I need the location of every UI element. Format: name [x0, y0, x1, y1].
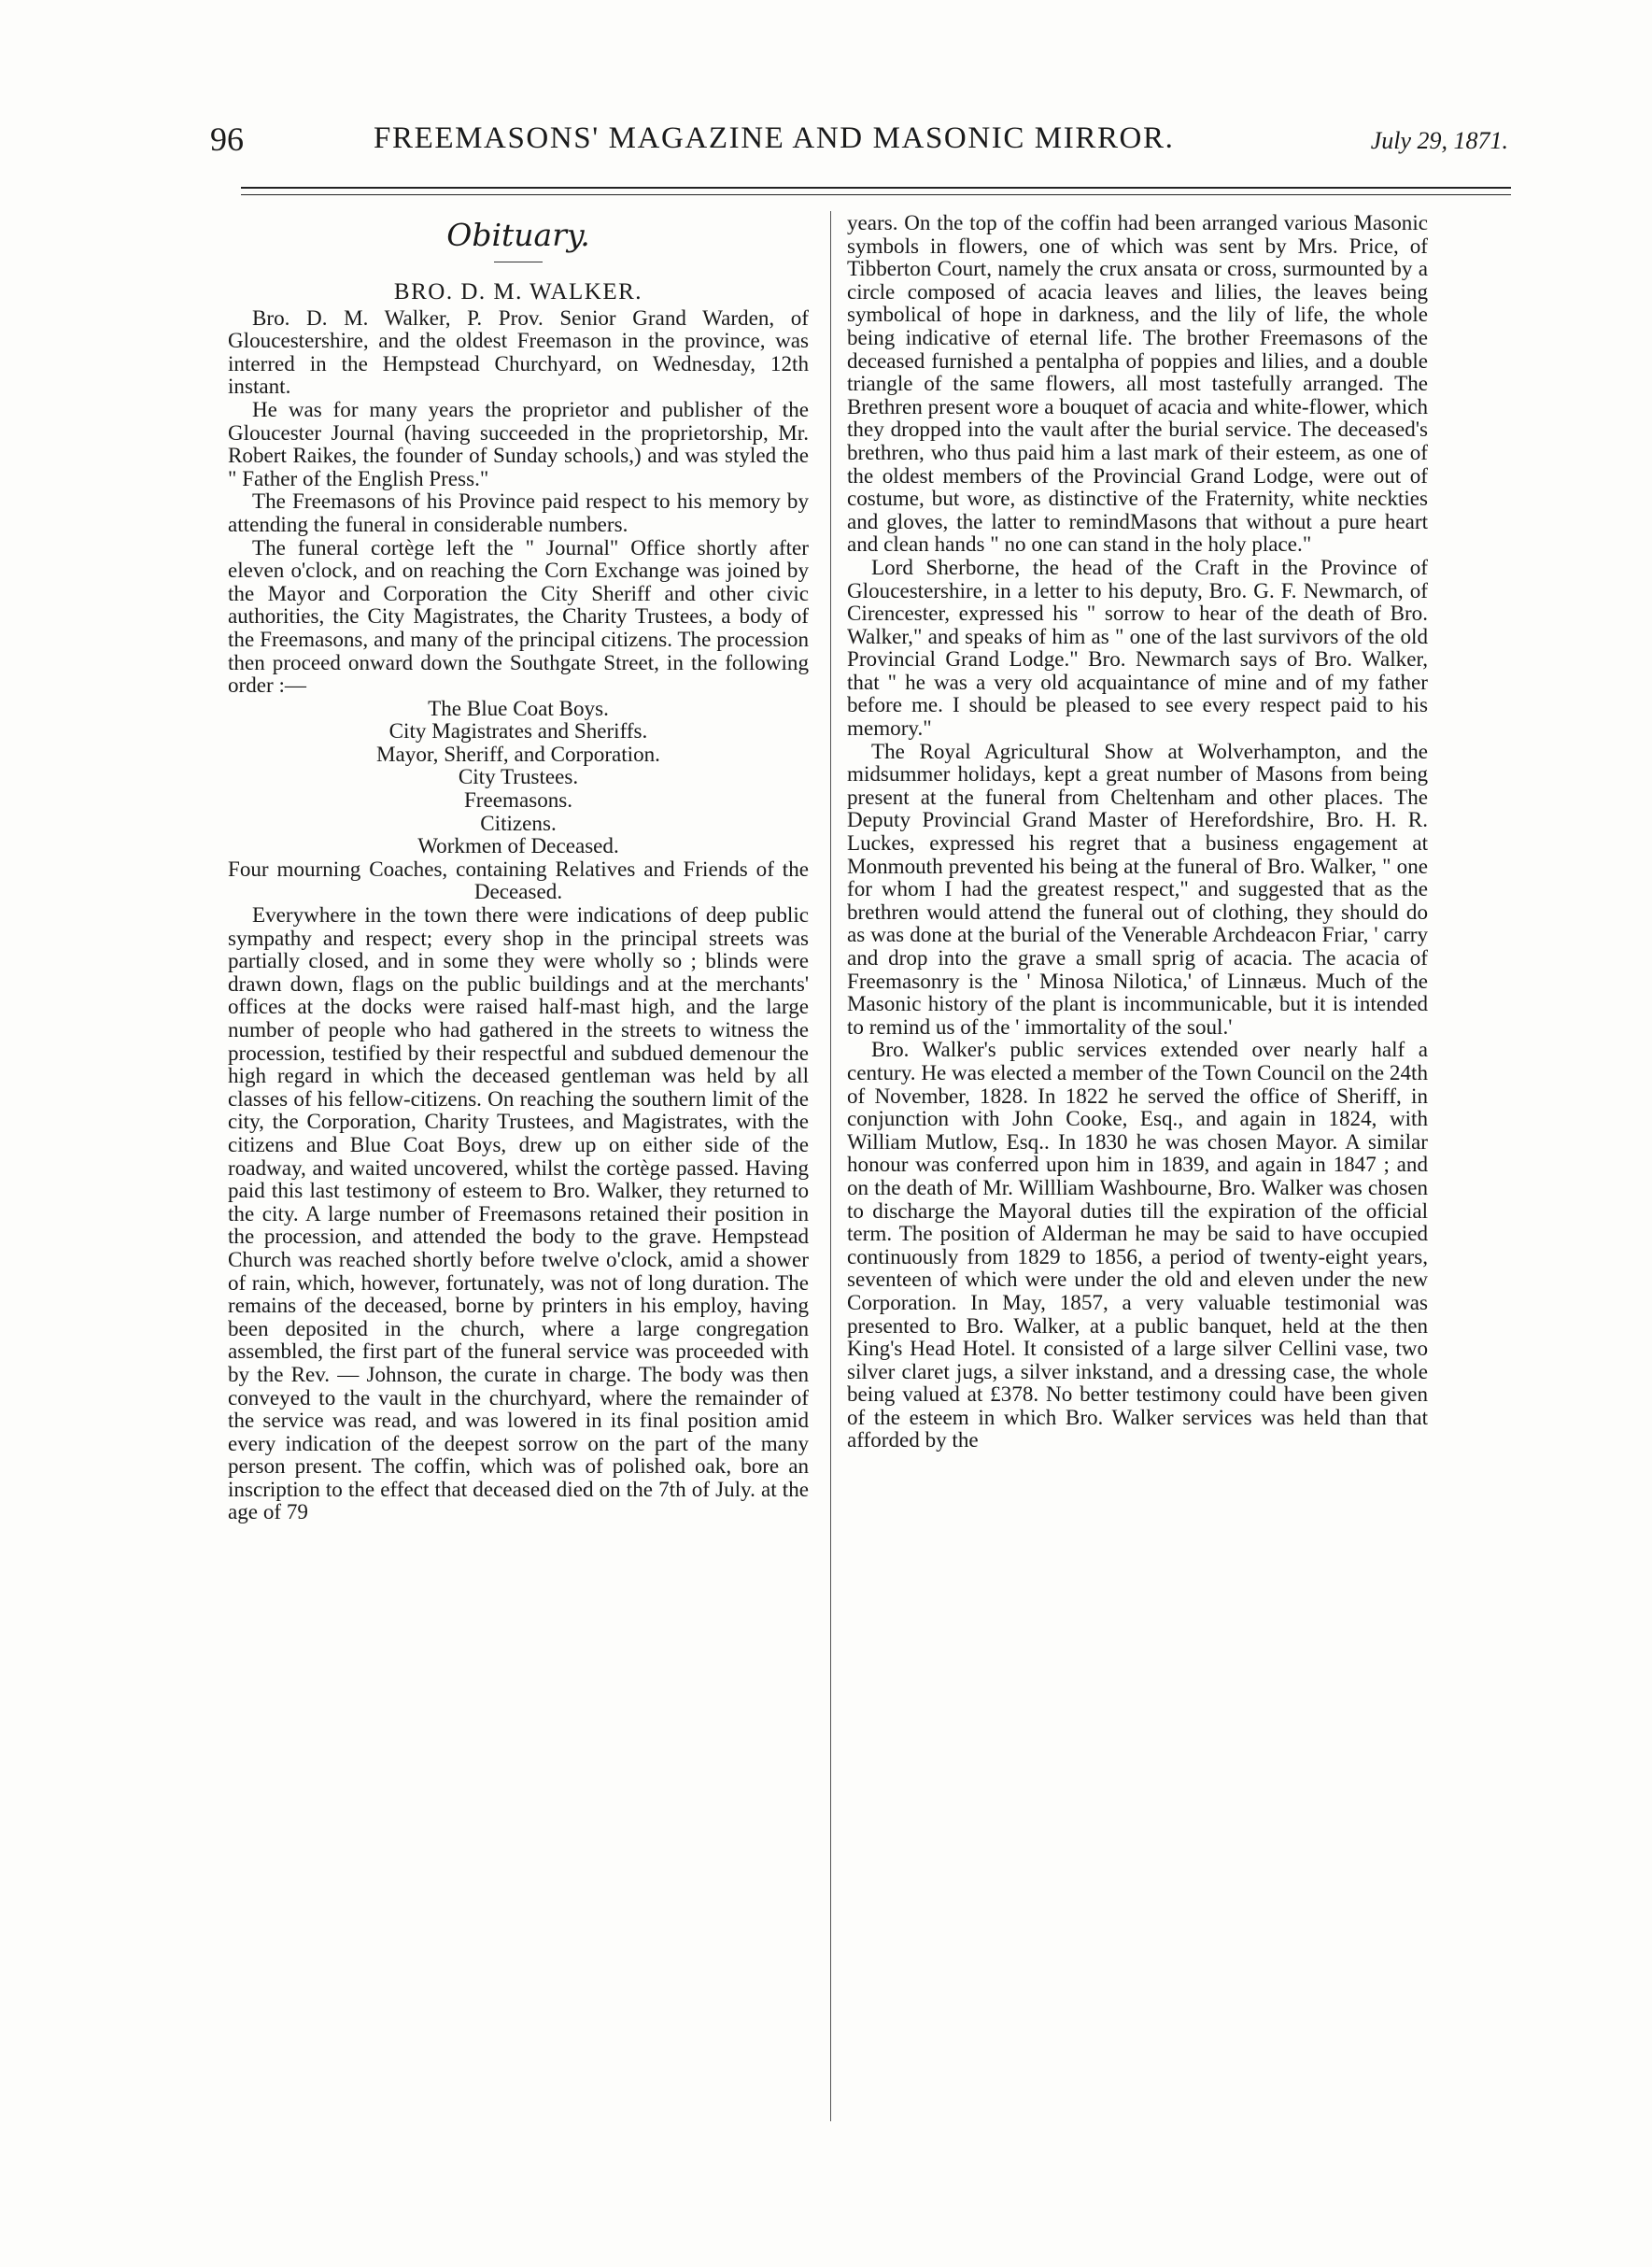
paragraph: Bro. Walker's public services extended over nearly half a century. He was elected a member of the Town Council on the 24th of November, 1828. In 1822 he served the office of Sheriff, in conjunction with John Cooke, Esq., and again in 1824, with William Mutlow, Esq.. In 1830 he was chosen Mayor. A similar honour was conferred upon him in 1839, and again in 1847 ; and on the death of Mr. Willliam Washbourne, Bro. Walker was chosen to discharge the Mayoral duties till the expiration of the official term. The position of Alderman he may be said to have occupied continuously from 1829 to 1856, a period of twenty-eight years, seventeen of which were under the old and eleven under the new Corporation. In May, 1857, a very valuable testimonial was presented to Bro. Walker, at a public banquet, held at the then King's Head Hotel. It consisted of a large silver Cellini vase, two silver claret jugs, a silver inkstand, and a dressing case, the whole being valued at £378. No better testimony could have been given of the esteem in which Bro. Walker services was held than that afforded by the	[847, 1037, 1428, 1452]
header-rule-thick	[241, 187, 1511, 189]
paragraph: years. On the top of the coffin had been arranged various Masonic symbols in flowers, one of which was sent by Mrs. Price, of Tibberton Court, namely the crux ansata or cross, surmounted by a circle composed of acacia leaves and lilies, the leaves being symbolical of hope in darkness, and the lily of life, the whole being indicative of eternal life. The brother Freemasons of the deceased furnished a pentalpha of poppies and lilies, and a double triangle of the same flowers, all most tastefully arranged. The Brethren present wore a bouquet of acacia and white-flower, which they dropped into the vault after the burial service. The deceased's brethren, who thus paid him a last mark of their esteem, as one of the oldest members of the Provincial Grand Lodge, were out of costume, but wore, as distinctive of the Fraternity, white neckties and gloves, the latter to remindMasons that without a pure heart and clean hands " no one can stand in the holy place."	[847, 211, 1428, 557]
paragraph: He was for many years the proprietor and publisher of the Gloucester Journal (having succeeded in the proprietorship, Mr. Robert Raikes, the founder of Sunday schools,) and was styled the " Father of the English Press."	[228, 396, 809, 490]
paragraph: The Freemasons of his Province paid respect to his memory by attending the funeral in considerable numbers.	[228, 489, 809, 536]
issue-date: July 29, 1871.	[1370, 127, 1508, 154]
procession-item: Workmen of Deceased.	[417, 833, 619, 858]
paragraph: Bro. D. M. Walker, P. Prov. Senior Grand Warden, of Gloucestershire, and the oldest Freemason in the province, was interred in the Hempstead Churchyard, on Wednesday, 12th instant.	[228, 305, 809, 399]
procession-item: City Magistrates and Sheriffs.	[388, 718, 648, 744]
paragraph: Lord Sherborne, the head of the Craft in the Province of Gloucestershire, in a letter to his deputy, Bro. G. F. Newmarch, of Cirencester, expressed his " sorrow to hear of the death of Bro. Walker," and speaks of him as " one of the last survivors of the old Provincial Grand Lodge." Bro. Newmarch says of Bro. Walker, that " he was a very old acquaintance of mine and of my father before me. I should be pleased to see every respect paid to his memory."	[847, 554, 1428, 741]
publication-title: FREEMASONS' MAGAZINE AND MASONIC MIRROR.	[374, 121, 1175, 155]
section-heading: Obituary.	[446, 217, 590, 253]
paragraph: The funeral cortège left the " Journal" Office shortly after eleven o'clock, and on reaching the Corn Exchange was joined by the Mayor and Corporation the City Sheriff and other civic authorities, the City Magistrates, the Charity Trustees, a body of the Freemasons, and many of the principal citizens. The procession then proceed onward down the Southgate Street, in the following order :—	[228, 534, 809, 698]
right-column	[847, 211, 1428, 2121]
procession-item: Citizens.	[480, 810, 557, 835]
procession-item: The Blue Coat Boys.	[428, 695, 609, 720]
procession-item: Freemasons.	[463, 787, 573, 813]
procession-item: Mayor, Sheriff, and Corporation.	[376, 741, 660, 766]
running-header	[210, 120, 1508, 176]
obituary-subject: BRO. D. M. WALKER.	[393, 279, 643, 305]
header-rule-thin	[241, 194, 1511, 195]
paragraph: The Royal Agricultural Show at Wolverhampton, and the midsummer holidays, kept a great number of Masons from being present at the funeral from Cheltenham and other places. The Deputy Provincial Grand Master of Herefordshire, Bro. H. R. Luckes, expressed his regret that a business engagement at Monmouth prevented his being at the funeral of Bro. Walker, " one for whom I had the greatest respect," and suggested that as the brethren would attend the funeral out of clothing, they should do as was done at the burial of the Venerable Archdeacon Friar, ' carry and drop into the grave a small sprig of acacia. The acacia of Freemasonry is the ' Minosa Nilotica,' of Linnæus. Much of the Masonic history of the plant is incommunicable, but it is intended to remind us of the ' immortality of the soul.'	[847, 738, 1428, 1039]
procession-order-list	[228, 697, 809, 903]
left-column	[228, 211, 809, 2121]
procession-item: Four mourning Coaches, containing Relatives and Friends of the Deceased.	[228, 856, 809, 904]
paragraph: Everywhere in the town there were indications of deep public sympathy and respect; every shop in the principal streets was partially closed, and in some they were wholly so ; blinds were drawn down, flags on the public buildings and at the merchants' offices at the docks were raised half-mast high, and the large number of people who had gathered in the streets to witness the procession, testified by their respectful and subdued demenour the high regard in which the deceased gentleman was held by all classes of his fellow-citizens. On reaching the southern limit of the city, the Corporation, Charity Trustees, and Magistrates, with the citizens and Blue Coat Boys, drew up on either side of the roadway, and waited uncovered, whilst the cortège passed. Having paid this last testimony of esteem to Bro. Walker, they returned to the city. A large number of Freemasons retained their position in the procession, and attended the body to the grave. Hempstead Church was reached shortly before twelve o'clock, amid a shower of rain, which, however, fortunately, was not of long duration. The remains of the deceased, borne by printers in his employ, having been deposited in the church, where a large congregation assembled, the first part of the funeral service was proceeded with by the Rev. — Johnson, the curate in charge. The body was then conveyed to the vault in the churchyard, where the remainder of the service was read, and was lowered in its final position amid every indication of the deepest sorrow on the part of the many person present. The coffin, which was of polished oak, bore an inscription to the effect that deceased died on the 7th of July. at the age of 79	[228, 902, 809, 1524]
column-divider	[830, 211, 831, 2121]
procession-item: City Trustees.	[458, 764, 579, 789]
page-number: 96	[210, 120, 244, 158]
